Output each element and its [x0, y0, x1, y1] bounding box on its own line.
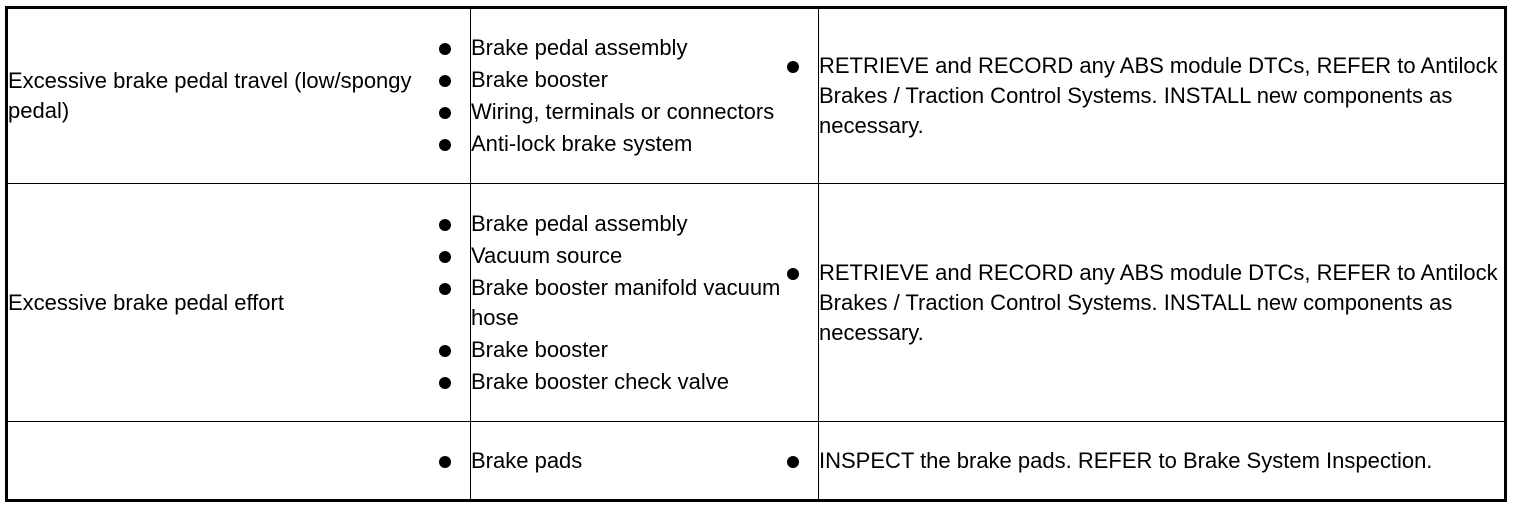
table-row — [7, 422, 1506, 501]
cause-cell — [471, 422, 819, 501]
symptom-cell-empty — [7, 422, 471, 501]
table-row — [7, 184, 1506, 422]
cause-item: Brake pads — [471, 446, 818, 476]
symptom-item: Excessive brake pedal travel (low/spongy pedal) — [8, 66, 470, 126]
cause-item: Brake pedal assembly — [471, 33, 818, 63]
cause-item: Brake booster — [471, 335, 818, 365]
action-item: RETRIEVE and RECORD any ABS module DTCs, REFER to Antilock Brakes / Traction Control Systems. INSTALL new components as necessary. — [819, 258, 1504, 348]
action-cell — [819, 422, 1506, 501]
action-cell — [819, 184, 1506, 422]
diagnosis-table — [5, 6, 1507, 502]
cause-cell — [471, 8, 819, 184]
cause-item: Brake booster manifold vacuum hose — [471, 273, 818, 333]
cause-item: Brake booster — [471, 65, 818, 95]
table-row — [7, 8, 1506, 184]
cause-item: Anti-lock brake system — [471, 129, 818, 159]
action-item: INSPECT the brake pads. REFER to Brake System Inspection. — [819, 446, 1504, 476]
symptom-cell — [7, 184, 471, 422]
cause-cell — [471, 184, 819, 422]
cause-item: Brake booster check valve — [471, 367, 818, 397]
action-item: RETRIEVE and RECORD any ABS module DTCs, REFER to Antilock Brakes / Traction Control Systems. INSTALL new components as necessary. — [819, 51, 1504, 141]
cause-item: Vacuum source — [471, 241, 818, 271]
cause-item: Brake pedal assembly — [471, 209, 818, 239]
action-cell — [819, 8, 1506, 184]
cause-item: Wiring, terminals or connectors — [471, 97, 818, 127]
symptom-item: Excessive brake pedal effort — [8, 288, 470, 318]
symptom-cell — [7, 8, 471, 184]
